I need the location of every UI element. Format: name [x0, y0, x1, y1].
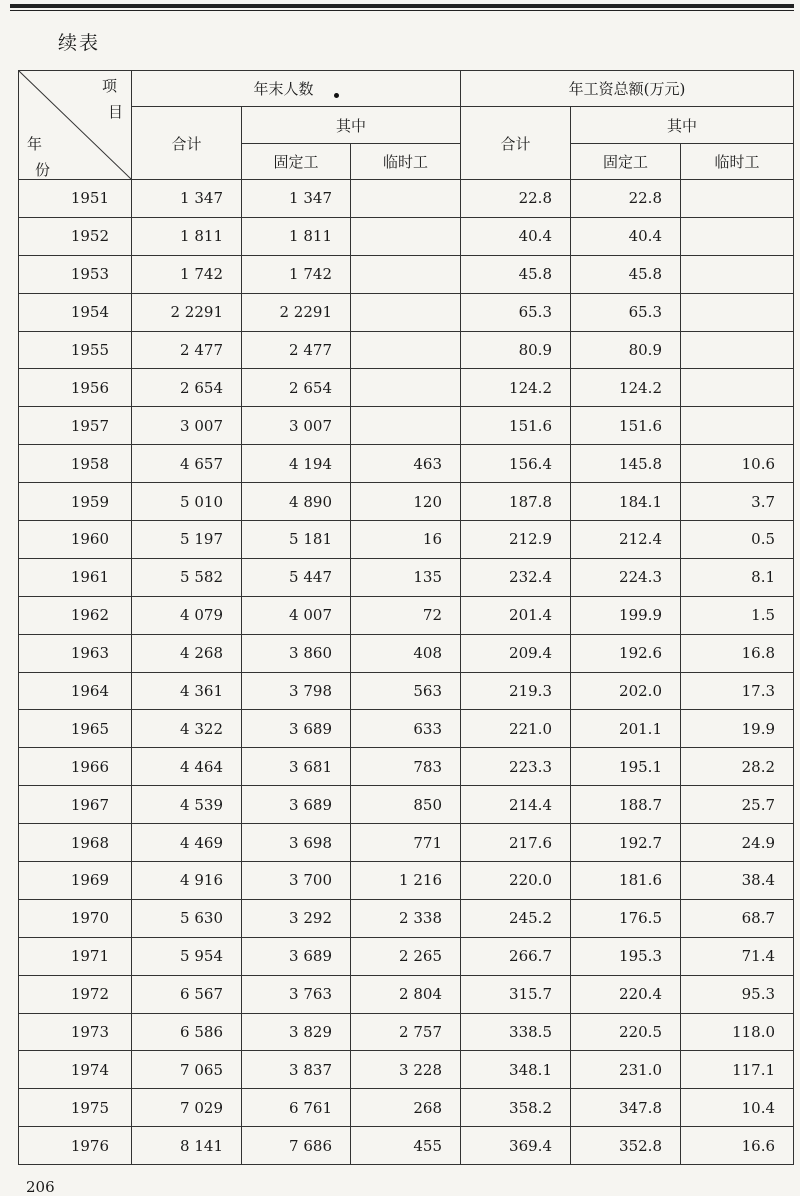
wages-fixed-cell: 220.4 — [571, 975, 681, 1013]
headcount-temp-cell: 268 — [351, 1089, 461, 1127]
header-wages-total: 合计 — [461, 107, 571, 180]
headcount-fixed-cell: 1 347 — [242, 180, 351, 218]
wages-fixed-cell: 22.8 — [571, 180, 681, 218]
table-row — [19, 672, 794, 710]
table-row — [19, 445, 794, 483]
headcount-total-cell: 2 2291 — [132, 293, 242, 331]
year-cell: 1969 — [19, 862, 132, 900]
wages-fixed-cell: 184.1 — [571, 483, 681, 521]
wages-temp-cell: 1.5 — [681, 596, 794, 634]
headcount-fixed-cell: 2 654 — [242, 369, 351, 407]
headcount-temp-cell: 771 — [351, 824, 461, 862]
headcount-total-cell: 4 361 — [132, 672, 242, 710]
wages-total-cell: 212.9 — [461, 521, 571, 559]
headcount-total-cell: 7 029 — [132, 1089, 242, 1127]
wages-total-cell: 358.2 — [461, 1089, 571, 1127]
table-row — [19, 293, 794, 331]
wages-temp-cell — [681, 217, 794, 255]
wages-total-cell: 220.0 — [461, 862, 571, 900]
wages-fixed-cell: 124.2 — [571, 369, 681, 407]
header-headcount-of-which: 其中 — [242, 107, 461, 144]
wages-temp-cell: 10.4 — [681, 1089, 794, 1127]
wages-temp-cell: 0.5 — [681, 521, 794, 559]
headcount-temp-cell: 563 — [351, 672, 461, 710]
year-cell: 1976 — [19, 1127, 132, 1165]
table-row — [19, 407, 794, 445]
table-row — [19, 975, 794, 1013]
wages-total-cell: 266.7 — [461, 937, 571, 975]
headcount-temp-cell — [351, 293, 461, 331]
statistics-table — [18, 70, 794, 1165]
wages-fixed-cell: 347.8 — [571, 1089, 681, 1127]
header-wages-fixed: 固定工 — [571, 144, 681, 180]
table-row — [19, 558, 794, 596]
wages-total-cell: 80.9 — [461, 331, 571, 369]
header-headcount-total: 合计 — [132, 107, 242, 180]
headcount-total-cell: 5 582 — [132, 558, 242, 596]
headcount-total-cell: 4 079 — [132, 596, 242, 634]
year-cell: 1963 — [19, 634, 132, 672]
headcount-temp-cell: 783 — [351, 748, 461, 786]
headcount-temp-cell: 633 — [351, 710, 461, 748]
headcount-fixed-cell: 3 689 — [242, 710, 351, 748]
wages-total-cell: 223.3 — [461, 748, 571, 786]
year-cell: 1951 — [19, 180, 132, 218]
headcount-total-cell: 4 657 — [132, 445, 242, 483]
table-row — [19, 1127, 794, 1165]
wages-temp-cell: 38.4 — [681, 862, 794, 900]
wages-temp-cell: 25.7 — [681, 786, 794, 824]
wages-temp-cell — [681, 180, 794, 218]
headcount-total-cell: 4 916 — [132, 862, 242, 900]
headcount-temp-cell — [351, 407, 461, 445]
headcount-total-cell: 8 141 — [132, 1127, 242, 1165]
table-row — [19, 748, 794, 786]
table-row — [19, 180, 794, 218]
wages-fixed-cell: 151.6 — [571, 407, 681, 445]
header-wages-temp: 临时工 — [681, 144, 794, 180]
wages-temp-cell: 68.7 — [681, 899, 794, 937]
headcount-temp-cell: 2 804 — [351, 975, 461, 1013]
headcount-total-cell: 4 539 — [132, 786, 242, 824]
headcount-total-cell: 4 469 — [132, 824, 242, 862]
headcount-total-cell: 6 586 — [132, 1013, 242, 1051]
year-cell: 1968 — [19, 824, 132, 862]
headcount-fixed-cell: 4 007 — [242, 596, 351, 634]
wages-total-cell: 209.4 — [461, 634, 571, 672]
wages-total-cell: 187.8 — [461, 483, 571, 521]
wages-total-cell: 201.4 — [461, 596, 571, 634]
wages-temp-cell: 3.7 — [681, 483, 794, 521]
headcount-temp-cell: 850 — [351, 786, 461, 824]
year-cell: 1966 — [19, 748, 132, 786]
year-cell: 1962 — [19, 596, 132, 634]
headcount-temp-cell: 135 — [351, 558, 461, 596]
wages-temp-cell: 24.9 — [681, 824, 794, 862]
table-row — [19, 786, 794, 824]
wages-total-cell: 65.3 — [461, 293, 571, 331]
header-wages-of-which: 其中 — [571, 107, 794, 144]
wages-fixed-cell: 231.0 — [571, 1051, 681, 1089]
year-cell: 1953 — [19, 255, 132, 293]
headcount-fixed-cell: 3 689 — [242, 937, 351, 975]
wages-total-cell: 45.8 — [461, 255, 571, 293]
wages-fixed-cell: 145.8 — [571, 445, 681, 483]
year-cell: 1965 — [19, 710, 132, 748]
wages-total-cell: 219.3 — [461, 672, 571, 710]
headcount-fixed-cell: 6 761 — [242, 1089, 351, 1127]
wages-temp-cell: 16.6 — [681, 1127, 794, 1165]
wages-fixed-cell: 352.8 — [571, 1127, 681, 1165]
wages-total-cell: 338.5 — [461, 1013, 571, 1051]
wages-total-cell: 217.6 — [461, 824, 571, 862]
wages-fixed-cell: 195.3 — [571, 937, 681, 975]
wages-temp-cell: 16.8 — [681, 634, 794, 672]
wages-total-cell: 151.6 — [461, 407, 571, 445]
wages-temp-cell: 117.1 — [681, 1051, 794, 1089]
wages-temp-cell — [681, 331, 794, 369]
header-headcount-temp: 临时工 — [351, 144, 461, 180]
table-row — [19, 1051, 794, 1089]
wages-fixed-cell: 224.3 — [571, 558, 681, 596]
year-cell: 1971 — [19, 937, 132, 975]
headcount-temp-cell: 16 — [351, 521, 461, 559]
headcount-temp-cell: 2 757 — [351, 1013, 461, 1051]
wages-fixed-cell: 40.4 — [571, 217, 681, 255]
table-row — [19, 899, 794, 937]
headcount-temp-cell: 455 — [351, 1127, 461, 1165]
headcount-total-cell: 5 630 — [132, 899, 242, 937]
headcount-fixed-cell: 3 698 — [242, 824, 351, 862]
headcount-fixed-cell: 3 829 — [242, 1013, 351, 1051]
wages-fixed-cell: 202.0 — [571, 672, 681, 710]
corner-label-item-2: 目 — [107, 103, 123, 121]
year-cell: 1952 — [19, 217, 132, 255]
wages-fixed-cell: 199.9 — [571, 596, 681, 634]
headcount-total-cell: 1 742 — [132, 255, 242, 293]
table-row — [19, 521, 794, 559]
year-cell: 1967 — [19, 786, 132, 824]
wages-temp-cell — [681, 293, 794, 331]
wages-temp-cell — [681, 369, 794, 407]
headcount-temp-cell: 2 265 — [351, 937, 461, 975]
headcount-total-cell: 4 464 — [132, 748, 242, 786]
headcount-temp-cell: 408 — [351, 634, 461, 672]
table-row — [19, 824, 794, 862]
header-headcount-fixed: 固定工 — [242, 144, 351, 180]
year-cell: 1959 — [19, 483, 132, 521]
table-row — [19, 331, 794, 369]
year-cell: 1964 — [19, 672, 132, 710]
year-cell: 1974 — [19, 1051, 132, 1089]
headcount-total-cell: 2 654 — [132, 369, 242, 407]
headcount-temp-cell: 2 338 — [351, 899, 461, 937]
group-header-headcount: 年末人数 — [132, 71, 461, 107]
wages-temp-cell — [681, 255, 794, 293]
headcount-fixed-cell: 5 447 — [242, 558, 351, 596]
year-cell: 1957 — [19, 407, 132, 445]
corner-label-year-2: 份 — [35, 161, 51, 179]
table-row — [19, 255, 794, 293]
headcount-temp-cell: 120 — [351, 483, 461, 521]
wages-temp-cell: 28.2 — [681, 748, 794, 786]
wages-fixed-cell: 188.7 — [571, 786, 681, 824]
headcount-temp-cell — [351, 369, 461, 407]
year-cell: 1960 — [19, 521, 132, 559]
headcount-fixed-cell: 3 837 — [242, 1051, 351, 1089]
headcount-fixed-cell: 3 292 — [242, 899, 351, 937]
headcount-fixed-cell: 2 477 — [242, 331, 351, 369]
table-row — [19, 1013, 794, 1051]
headcount-fixed-cell: 3 860 — [242, 634, 351, 672]
headcount-total-cell: 6 567 — [132, 975, 242, 1013]
wages-fixed-cell: 176.5 — [571, 899, 681, 937]
stray-dot — [334, 93, 339, 98]
wages-temp-cell: 118.0 — [681, 1013, 794, 1051]
headcount-temp-cell — [351, 255, 461, 293]
top-rule-thin — [10, 10, 794, 11]
wages-fixed-cell: 192.6 — [571, 634, 681, 672]
top-rule — [10, 4, 794, 8]
year-cell: 1956 — [19, 369, 132, 407]
headcount-total-cell: 5 010 — [132, 483, 242, 521]
headcount-total-cell: 1 347 — [132, 180, 242, 218]
year-cell: 1973 — [19, 1013, 132, 1051]
table-row — [19, 369, 794, 407]
headcount-temp-cell: 463 — [351, 445, 461, 483]
headcount-total-cell: 5 197 — [132, 521, 242, 559]
headcount-total-cell: 3 007 — [132, 407, 242, 445]
headcount-total-cell: 7 065 — [132, 1051, 242, 1089]
year-cell: 1958 — [19, 445, 132, 483]
wages-temp-cell: 71.4 — [681, 937, 794, 975]
year-cell: 1954 — [19, 293, 132, 331]
headcount-fixed-cell: 7 686 — [242, 1127, 351, 1165]
table-row — [19, 483, 794, 521]
headcount-fixed-cell: 3 763 — [242, 975, 351, 1013]
wages-temp-cell: 17.3 — [681, 672, 794, 710]
headcount-fixed-cell: 3 681 — [242, 748, 351, 786]
headcount-fixed-cell: 4 890 — [242, 483, 351, 521]
wages-fixed-cell: 192.7 — [571, 824, 681, 862]
wages-temp-cell — [681, 407, 794, 445]
table-row — [19, 634, 794, 672]
headcount-total-cell: 4 268 — [132, 634, 242, 672]
year-cell: 1975 — [19, 1089, 132, 1127]
wages-fixed-cell: 80.9 — [571, 331, 681, 369]
headcount-fixed-cell: 2 2291 — [242, 293, 351, 331]
corner-header — [19, 71, 132, 180]
wages-total-cell: 348.1 — [461, 1051, 571, 1089]
headcount-temp-cell — [351, 217, 461, 255]
headcount-fixed-cell: 3 689 — [242, 786, 351, 824]
corner-label-item-1: 项 — [101, 77, 117, 95]
headcount-temp-cell: 72 — [351, 596, 461, 634]
wages-total-cell: 245.2 — [461, 899, 571, 937]
headcount-total-cell: 1 811 — [132, 217, 242, 255]
headcount-fixed-cell: 4 194 — [242, 445, 351, 483]
wages-fixed-cell: 195.1 — [571, 748, 681, 786]
wages-temp-cell: 19.9 — [681, 710, 794, 748]
wages-total-cell: 315.7 — [461, 975, 571, 1013]
headcount-temp-cell: 3 228 — [351, 1051, 461, 1089]
wages-fixed-cell: 201.1 — [571, 710, 681, 748]
table-caption: 续表 — [58, 32, 101, 54]
headcount-total-cell: 4 322 — [132, 710, 242, 748]
headcount-total-cell: 2 477 — [132, 331, 242, 369]
table-row — [19, 217, 794, 255]
headcount-fixed-cell: 3 798 — [242, 672, 351, 710]
table-row — [19, 937, 794, 975]
wages-temp-cell: 95.3 — [681, 975, 794, 1013]
table-body — [19, 180, 794, 1165]
wages-total-cell: 369.4 — [461, 1127, 571, 1165]
group-header-wages: 年工资总额(万元) — [461, 71, 794, 107]
year-cell: 1961 — [19, 558, 132, 596]
year-cell: 1970 — [19, 899, 132, 937]
wages-fixed-cell: 220.5 — [571, 1013, 681, 1051]
wages-total-cell: 156.4 — [461, 445, 571, 483]
corner-label-year-1: 年 — [27, 135, 43, 153]
headcount-fixed-cell: 1 811 — [242, 217, 351, 255]
table-row — [19, 596, 794, 634]
wages-total-cell: 22.8 — [461, 180, 571, 218]
table-row — [19, 1089, 794, 1127]
table-row — [19, 862, 794, 900]
table-row — [19, 710, 794, 748]
headcount-fixed-cell: 3 007 — [242, 407, 351, 445]
wages-fixed-cell: 65.3 — [571, 293, 681, 331]
headcount-total-cell: 5 954 — [132, 937, 242, 975]
wages-temp-cell: 8.1 — [681, 558, 794, 596]
headcount-temp-cell: 1 216 — [351, 862, 461, 900]
wages-fixed-cell: 45.8 — [571, 255, 681, 293]
wages-fixed-cell: 212.4 — [571, 521, 681, 559]
wages-total-cell: 40.4 — [461, 217, 571, 255]
wages-total-cell: 232.4 — [461, 558, 571, 596]
headcount-temp-cell — [351, 331, 461, 369]
wages-temp-cell: 10.6 — [681, 445, 794, 483]
wages-total-cell: 124.2 — [461, 369, 571, 407]
headcount-fixed-cell: 1 742 — [242, 255, 351, 293]
headcount-fixed-cell: 3 700 — [242, 862, 351, 900]
year-cell: 1972 — [19, 975, 132, 1013]
wages-total-cell: 221.0 — [461, 710, 571, 748]
year-cell: 1955 — [19, 331, 132, 369]
headcount-temp-cell — [351, 180, 461, 218]
wages-total-cell: 214.4 — [461, 786, 571, 824]
wages-fixed-cell: 181.6 — [571, 862, 681, 900]
headcount-fixed-cell: 5 181 — [242, 521, 351, 559]
page-number: 206 — [26, 1178, 55, 1196]
